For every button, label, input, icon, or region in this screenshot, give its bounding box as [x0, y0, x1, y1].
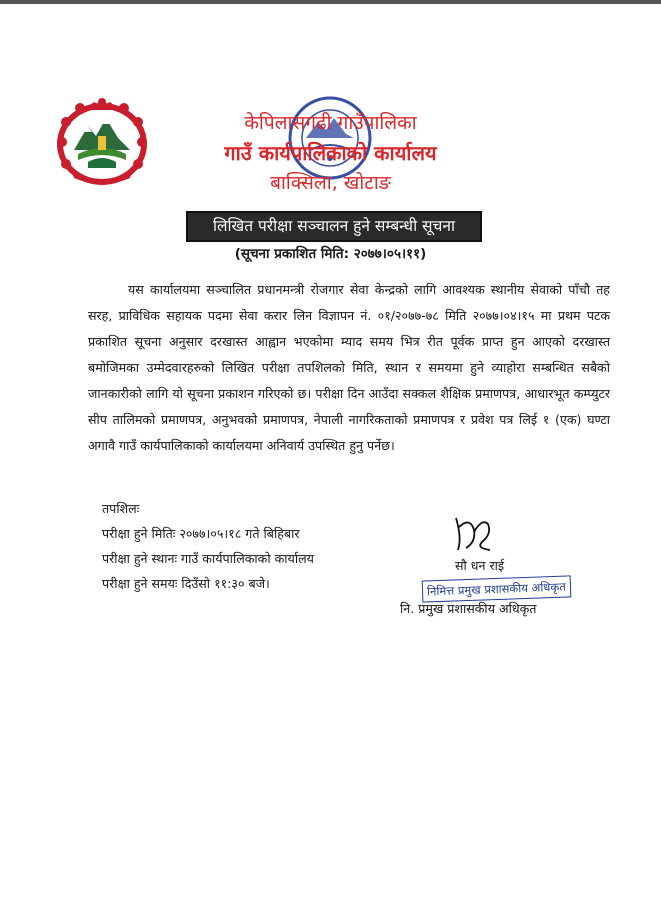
exam-details	[102, 496, 314, 596]
exam-place: परीक्षा हुने स्थानः गाउँ कार्यपालिकाको कार्यालय	[102, 551, 314, 566]
office-name: गाउँ कार्यपालिकाको कार्यालय	[224, 141, 437, 165]
signatory-name: सौ धन राई	[455, 558, 505, 573]
officer-stamp: निमित्त प्रमुख प्रशासकीय अधिकृत	[422, 575, 571, 602]
municipality-name: केपिलासगढी गाउँपालिका	[244, 112, 417, 134]
publication-date: (सूचना प्रकाशित मिति: २०७७।०५।११)	[234, 246, 427, 262]
details-heading: तपशिलः	[102, 501, 140, 516]
exam-time: परीक्षा हुने समयः दिउँसो ११:३० बजे।	[102, 576, 270, 591]
letterhead	[0, 108, 661, 198]
notice-body-text: यस कार्यालयमा सञ्चालित प्रधानमन्त्री रोजगार सेवा केन्द्रको लागि आवश्यक स्थानीय सेवाको पाँचौ तह सरह, प्राविधिक सहायक पदमा सेवा करार लिन विज्ञापन नं. ०१/२०७७-७८ मिति २०७७।०४।१५ मा प्रथम पटक प्रकाशित सूचना अनुसार दरखास्त आह्वान भएकोमा म्याद समय भित्र रीत पूर्वक प्राप्त हुन आएको दरखास्त बमोजिमका उम्मेदवारहरुको लिखित परीक्षा तपशिलको मिति, स्थान र समयमा हुने व्याहोरा सम्बन्धित सबैको जानकारीको लागि यो सूचना प्रकाशन गरिएको छ। परीक्षा दिन आउँदा सक्कल शैक्षिक प्रमाणपत्र, आधारभूत कम्प्युटर सीप तालिमको प्रमाणपत्र, अनुभवको प्रमाणपत्र, नेपाली नागरिकताको प्रमाणपत्र र प्रवेश पत्र लिई १ (एक) घण्टा अगावै गाउँ कार्यपालिकाको कार्यालयमा अनिवार्य उपस्थित हुनु पर्नेछ।	[88, 282, 610, 453]
office-address: बाक्सिला, खोटाङ	[270, 172, 391, 194]
notice-title: लिखित परीक्षा सञ्चालन हुने सम्बन्धी सूचना	[186, 211, 482, 242]
notice-body	[88, 277, 610, 459]
exam-date: परीक्षा हुने मितिः २०७७।०५।१८ गते बिहिबार	[102, 526, 300, 541]
signatory-title: नि. प्रमुख प्रशासकीय अधिकृत	[400, 601, 537, 616]
handwritten-signature	[448, 508, 498, 556]
top-border	[0, 0, 661, 4]
